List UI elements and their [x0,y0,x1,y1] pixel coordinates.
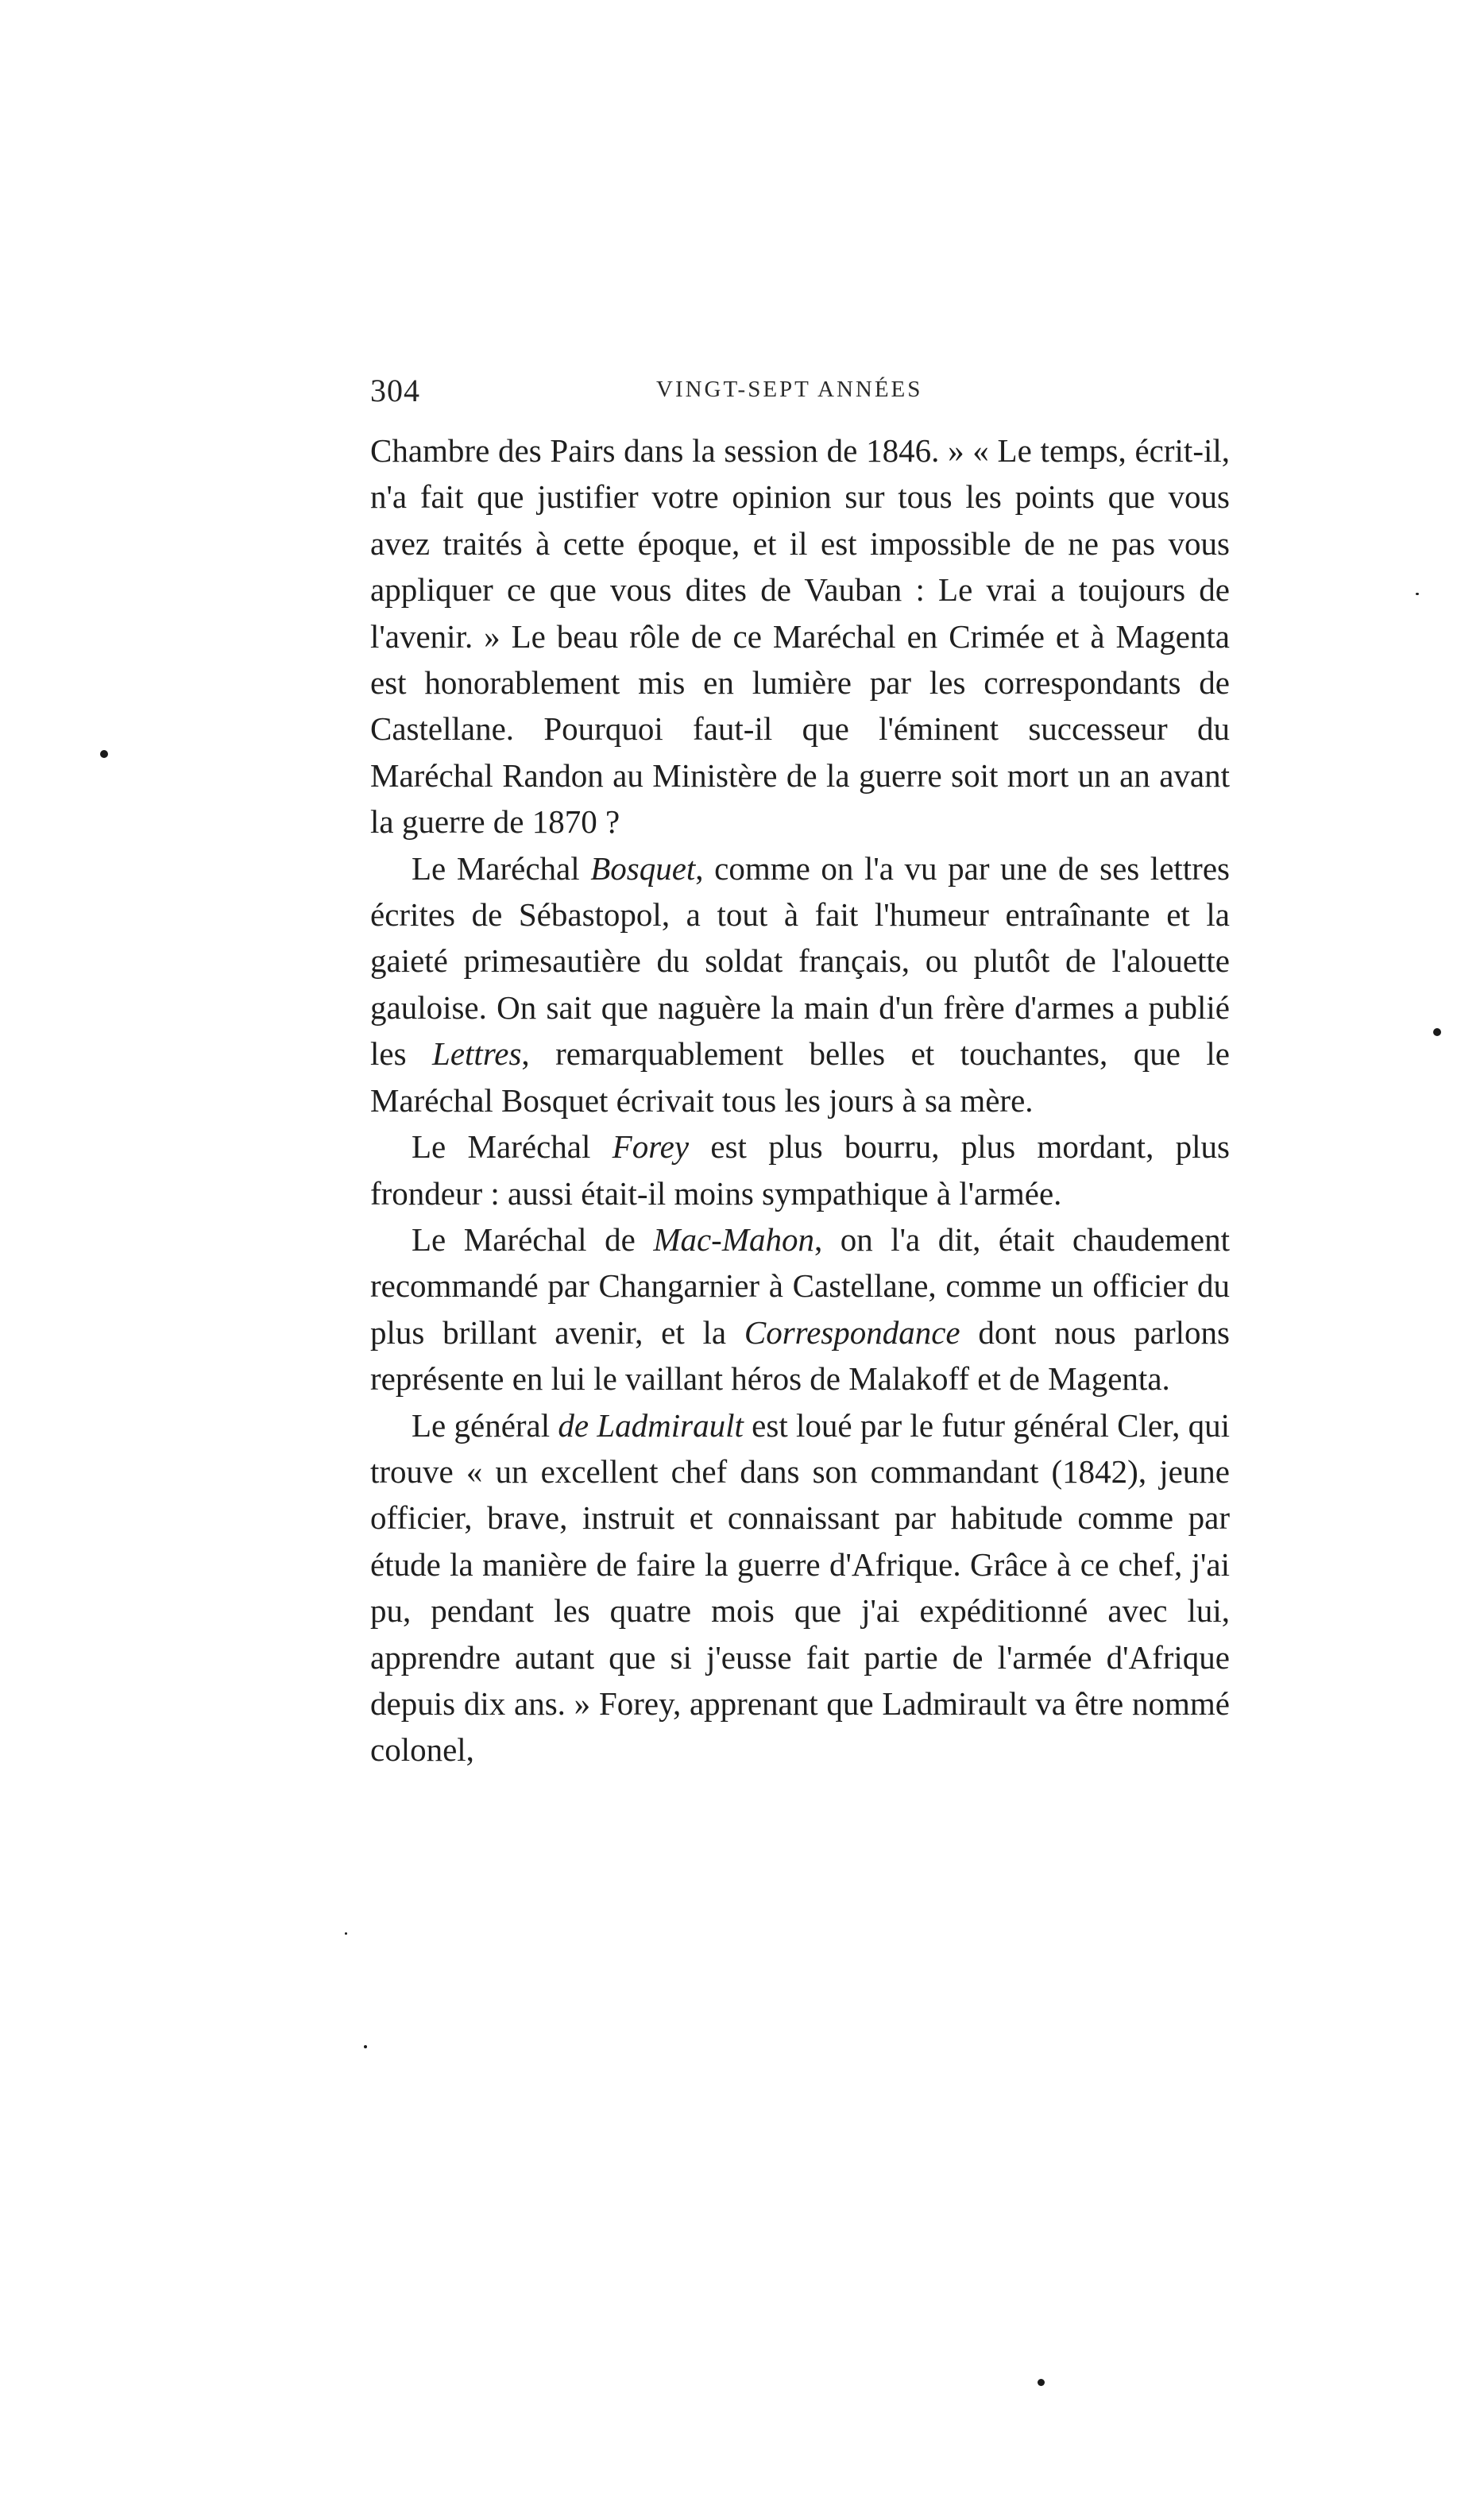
text-segment: , on l'a dit, était chaudement recommandé par Changarnier à Castellane, comme un officier du plus brillant avenir, et la [370,1220,1231,1351]
running-head: VINGT-SEPT ANNÉES [656,377,923,402]
name-forey: Forey [612,1128,690,1166]
text-segment: , comme on l'a vu par une de ses lettres écrites de Sébastopol, a tout à fait l'humeur entraînante et la gaieté primesautière du soldat français, ou plutôt de l'alouette gauloise. On sait que naguère la main d'un frère d'armes a publié les [370,849,1230,1073]
text-segment: est loué par le futur général Cler, qui trouve « un excellent chef dans son commandant (1842), jeune officier, brave, instruit et connaissant par habitude comme par étude la manière de faire la guerre d'Afrique. Grâce à ce chef, j'ai pu, pendant les quatre mois que j'ai expéditionné avec lui, apprendre autant que si j'eusse fait partie de l'armée d'Afrique depuis dix ans. » Forey, apprenant que Ladmirault va être nommé colonel, [370,1406,1230,1769]
paragraph-4 [370,1216,1230,1402]
scan-speck [1433,1028,1441,1036]
scan-speck [1416,593,1419,595]
page-number: 304 [370,373,420,408]
text-segment: Le Maréchal de [412,1220,654,1258]
scan-speck [100,750,108,758]
text-segment: Chambre des Pairs dans la session de 1846. » « Le temps, écrit-il, n'a fait que justifier votre opinion sur tous les points que vous avez traités à cette époque, et il est impossible de ne pas vous appliquer ce que vous dites de Vauban : Le vrai a toujours de l'avenir. » Le beau rôle de ce Maréchal en Crimée et à Magenta est honorablement mis en lumière par les correspondants de Castellane. Pourquoi faut-il que l'éminent successeur du Maréchal Randon au Ministère de la guerre soit mort un an avant la guerre de 1870 ? [370,432,1230,841]
text-segment: , remarquablement belles et touchantes, que le Maréchal Bosquet écrivait tous les jours à sa mère. [370,1035,1230,1119]
body-text [370,427,1230,1773]
paragraph-5 [370,1402,1230,1773]
text-segment: Le général [412,1406,558,1444]
name-bosquet: Bosquet [590,849,696,887]
scan-speck [364,2045,367,2048]
paragraph-1 [370,427,1230,845]
page-header [370,372,1230,420]
scan-speck [345,1932,347,1935]
text-segment: dont nous parlons représente en lui le vaillant héros de Malakoff et de Magenta. [370,1313,1230,1398]
name-mac-mahon: Mac-Mahon [653,1220,814,1258]
text-segment: Le Maréchal [412,1128,613,1166]
text-segment: est plus bourru, plus mordant, plus frondeur : aussi était-il moins sympathique à l'armée. [370,1128,1230,1212]
text-segment: Le Maréchal [412,849,591,887]
title-lettres: Lettres [432,1035,522,1073]
paragraph-3 [370,1123,1230,1216]
title-correspondance: Correspondance [744,1313,960,1351]
name-ladmirault: de Ladmirault [558,1406,744,1444]
scan-speck [1038,2379,1045,2386]
paragraph-2 [370,845,1230,1123]
